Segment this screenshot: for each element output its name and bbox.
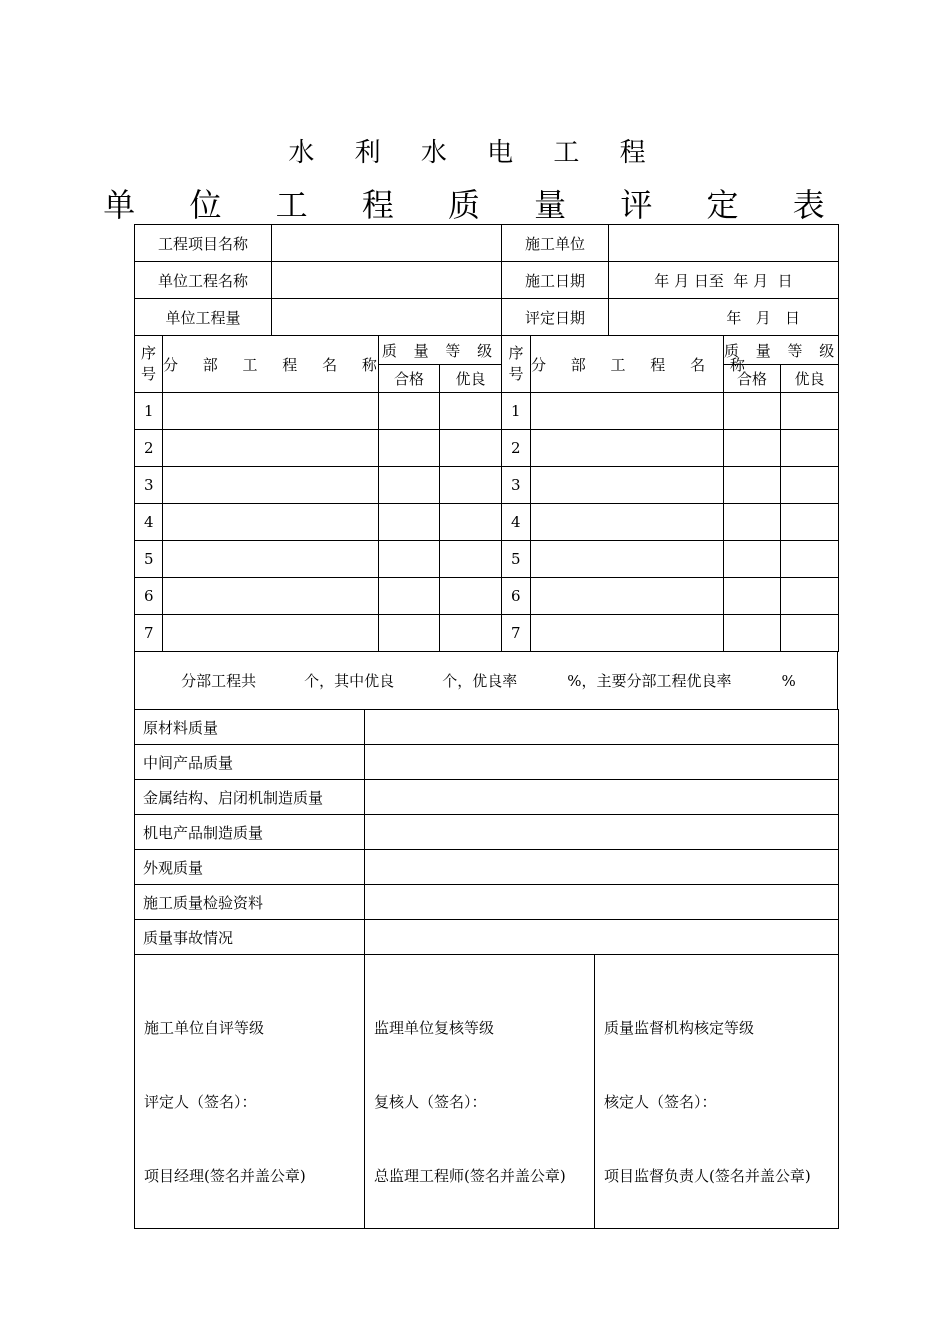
construction-date-field[interactable]: 年 月 日至 年 月 日	[609, 262, 839, 299]
excellent-right-cell[interactable]	[781, 393, 839, 430]
quality-item-value[interactable]	[365, 920, 839, 955]
pass-left-cell[interactable]	[379, 578, 440, 615]
header-table	[134, 224, 839, 336]
table-row	[135, 504, 839, 541]
excellent-header-right: 优良	[781, 365, 839, 393]
seq-right-cell: 6	[502, 578, 531, 615]
quality-item-label: 施工质量检验资料	[135, 885, 365, 920]
document-title-line1: 水 利 水 电 工 程	[288, 138, 662, 168]
excellent-right-cell[interactable]	[781, 541, 839, 578]
pass-right-cell[interactable]	[724, 393, 781, 430]
sub-project-left-cell[interactable]	[163, 430, 379, 467]
excellent-left-cell[interactable]	[440, 393, 502, 430]
seq-left-cell: 4	[135, 504, 163, 541]
sub-project-right-cell[interactable]	[531, 578, 724, 615]
pass-left-cell[interactable]	[379, 430, 440, 467]
sub-project-left-cell[interactable]	[163, 393, 379, 430]
seq-header-left: 序号	[135, 336, 163, 393]
excellent-left-cell[interactable]	[440, 467, 502, 504]
table-row	[135, 541, 839, 578]
signature-cell[interactable]	[595, 955, 839, 1229]
quality-items-table	[134, 709, 839, 955]
sub-project-left-cell[interactable]	[163, 615, 379, 652]
excellent-right-cell[interactable]	[781, 504, 839, 541]
quality-item-value[interactable]	[365, 780, 839, 815]
seq-left-cell: 2	[135, 430, 163, 467]
signature-leader-label: 项目监督负责人(签名并盖公章)	[604, 1167, 811, 1185]
seq-right-cell: 1	[502, 393, 531, 430]
quality-item-label: 原材料质量	[135, 710, 365, 745]
excellent-left-cell[interactable]	[440, 615, 502, 652]
summary-part2: 个，其中优良	[304, 672, 395, 690]
quality-item-label: 外观质量	[135, 850, 365, 885]
sub-project-header-left: 分 部 工 程 名 称	[163, 336, 379, 393]
table-row	[135, 467, 839, 504]
list-item	[135, 780, 839, 815]
quality-grade-header-right: 质 量 等 级	[724, 336, 839, 365]
pass-left-cell[interactable]	[379, 541, 440, 578]
summary-part4: %，主要分部工程优良率	[567, 672, 732, 690]
pass-right-cell[interactable]	[724, 541, 781, 578]
sub-project-right-cell[interactable]	[531, 541, 724, 578]
pass-left-cell[interactable]	[379, 615, 440, 652]
quality-item-label: 机电产品制造质量	[135, 815, 365, 850]
sub-project-table	[134, 335, 839, 652]
unit-quantity-field[interactable]	[272, 299, 502, 336]
signature-leader-label: 总监理工程师(签名并盖公章)	[374, 1167, 566, 1185]
seq-right-cell: 4	[502, 504, 531, 541]
seq-right-cell: 3	[502, 467, 531, 504]
list-item	[135, 815, 839, 850]
sub-project-header-right: 分 部 工 程 名 称	[531, 336, 724, 393]
project-name-label: 工程项目名称	[135, 225, 272, 262]
quality-item-value[interactable]	[365, 885, 839, 920]
pass-left-cell[interactable]	[379, 504, 440, 541]
seq-right-cell: 2	[502, 430, 531, 467]
signature-person-label: 复核人（签名）：	[374, 1093, 487, 1111]
signature-table	[134, 954, 839, 1229]
project-name-field[interactable]	[272, 225, 502, 262]
signature-cell[interactable]	[365, 955, 595, 1229]
excellent-right-cell[interactable]	[781, 578, 839, 615]
quality-item-label: 中间产品质量	[135, 745, 365, 780]
list-item	[135, 710, 839, 745]
sub-project-left-cell[interactable]	[163, 541, 379, 578]
sub-project-left-cell[interactable]	[163, 467, 379, 504]
table-row	[135, 430, 839, 467]
sub-project-right-cell[interactable]	[531, 504, 724, 541]
document-title-line2: 单 位 工 程 质 量 评 定 表	[103, 186, 847, 224]
unit-project-name-field[interactable]	[272, 262, 502, 299]
signature-grade-label: 施工单位自评等级	[144, 1019, 265, 1037]
quality-item-label: 质量事故情况	[135, 920, 365, 955]
sub-project-right-cell[interactable]	[531, 430, 724, 467]
pass-right-cell[interactable]	[724, 615, 781, 652]
list-item	[135, 850, 839, 885]
summary-part1: 分部工程共	[181, 672, 257, 690]
table-row	[135, 615, 839, 652]
sub-project-left-cell[interactable]	[163, 504, 379, 541]
quality-grade-header-left: 质 量 等 级	[379, 336, 502, 365]
sub-project-left-cell[interactable]	[163, 578, 379, 615]
summary-table	[134, 651, 838, 710]
signature-leader-label: 项目经理(签名并盖公章)	[144, 1167, 306, 1185]
seq-right-cell: 5	[502, 541, 531, 578]
evaluation-date-label: 评定日期	[502, 299, 609, 336]
list-item	[135, 885, 839, 920]
pass-left-cell[interactable]	[379, 393, 440, 430]
excellent-left-cell[interactable]	[440, 504, 502, 541]
quality-item-label: 金属结构、启闭机制造质量	[135, 780, 365, 815]
seq-left-cell: 3	[135, 467, 163, 504]
construction-date-label: 施工日期	[502, 262, 609, 299]
quality-item-value[interactable]	[365, 815, 839, 850]
pass-left-cell[interactable]	[379, 467, 440, 504]
signature-cell[interactable]	[135, 955, 365, 1229]
pass-right-cell[interactable]	[724, 467, 781, 504]
evaluation-form	[134, 224, 841, 1205]
pass-header-left: 合格	[379, 365, 440, 393]
unit-quantity-label: 单位工程量	[135, 299, 272, 336]
quality-item-value[interactable]	[365, 850, 839, 885]
sub-project-right-cell[interactable]	[531, 393, 724, 430]
table-row	[135, 393, 839, 430]
excellent-left-cell[interactable]	[440, 578, 502, 615]
summary-line	[135, 652, 838, 710]
seq-right-cell: 7	[502, 615, 531, 652]
sub-project-right-cell[interactable]	[531, 615, 724, 652]
unit-project-name-label: 单位工程名称	[135, 262, 272, 299]
excellent-right-cell[interactable]	[781, 467, 839, 504]
pass-right-cell[interactable]	[724, 578, 781, 615]
list-item	[135, 745, 839, 780]
excellent-left-cell[interactable]	[440, 541, 502, 578]
seq-left-cell: 7	[135, 615, 163, 652]
summary-part5: %	[781, 672, 796, 690]
seq-left-cell: 6	[135, 578, 163, 615]
evaluation-date-field[interactable]: 年 月 日	[609, 299, 839, 336]
signature-person-label: 核定人（签名）：	[604, 1093, 717, 1111]
sub-project-right-cell[interactable]	[531, 467, 724, 504]
excellent-right-cell[interactable]	[781, 430, 839, 467]
construction-unit-field[interactable]	[609, 225, 839, 262]
pass-right-cell[interactable]	[724, 430, 781, 467]
table-row	[135, 578, 839, 615]
construction-unit-label: 施工单位	[502, 225, 609, 262]
seq-left-cell: 5	[135, 541, 163, 578]
excellent-right-cell[interactable]	[781, 615, 839, 652]
signature-grade-label: 监理单位复核等级	[374, 1019, 495, 1037]
pass-header-right: 合格	[724, 365, 781, 393]
quality-item-value[interactable]	[365, 745, 839, 780]
pass-right-cell[interactable]	[724, 504, 781, 541]
list-item	[135, 920, 839, 955]
seq-header-right: 序号	[502, 336, 531, 393]
signature-grade-label: 质量监督机构核定等级	[604, 1019, 755, 1037]
signature-person-label: 评定人（签名）：	[144, 1093, 257, 1111]
excellent-header-left: 优良	[440, 365, 502, 393]
excellent-left-cell[interactable]	[440, 430, 502, 467]
seq-left-cell: 1	[135, 393, 163, 430]
quality-item-value[interactable]	[365, 710, 839, 745]
summary-part3: 个，优良率	[442, 672, 518, 690]
